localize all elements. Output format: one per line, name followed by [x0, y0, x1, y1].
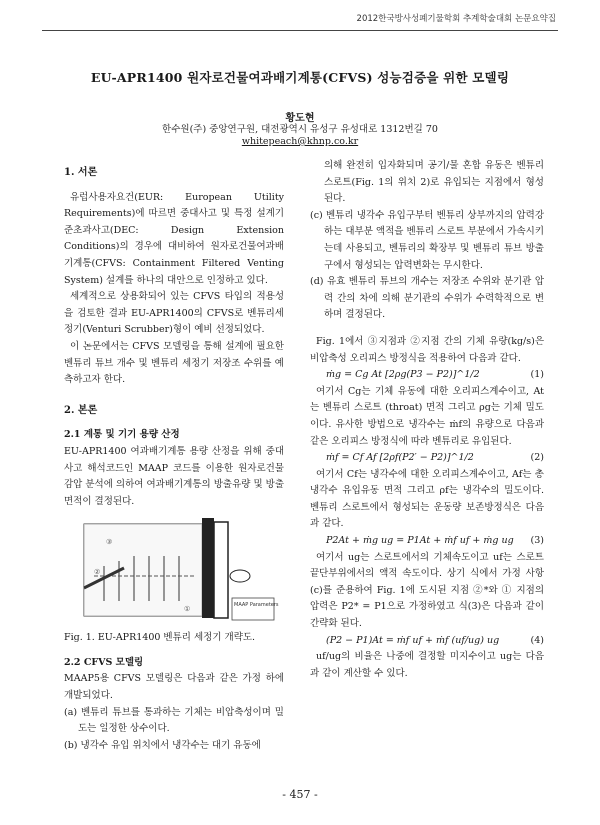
left-column	[64, 165, 284, 754]
section-heading: 1. 서론	[64, 167, 98, 178]
author-name: 황도현	[285, 113, 315, 124]
header-rule	[42, 30, 558, 31]
subsection-heading: 2.1 계통 및 기기 용량 산정	[64, 429, 180, 441]
paragraph: 여기서 Cf는 냉각수에 대한 오리피스계수이고, Af는 총 냉각수 유입유동 면적 그리고 ρf는 냉각수의 밀도이다. 벤튜리 스로트에서 형성되는 운동량 보존방정식은 다음과 같다.	[310, 468, 544, 530]
conference-header: 2012한국방사성폐기물학회 추계학술대회 논문요약집	[356, 14, 556, 24]
svg-text:①: ①	[184, 605, 191, 614]
equation-number: (1)	[530, 369, 544, 381]
section-heading: 2. 본론	[64, 404, 98, 416]
paragraph: EU-APR1400 여과배기계통 용량 산정을 위해 중대사고 해석코드인 MAAP 코드를 이용한 원자로건물 감압 분석에 의하여 여과배기계통의 방출유량 및 방출면적이 결정된다.	[64, 445, 285, 507]
equation-1	[310, 367, 544, 384]
paragraph: 여기서 ug는 스로트에서의 기체속도이고 uf는 스로트 끝단부위에서의 액적 속도이다. 상기 식에서 가정 사항 (c)를 준용하여 Fig. 1에 도시된 지점 ②*와 ① 지점의 압력은 P2* = P1으로 가정하였고 식(3)은 다음과 같이 간략화 된다.	[310, 551, 544, 630]
equation-number: (3)	[530, 535, 544, 547]
paper-title: EU-APR1400 원자로건물여과배기계통(CFVS) 성능검증을 위한 모델링	[90, 70, 510, 85]
equation-2	[310, 450, 544, 467]
affiliation: 한수원(주) 중앙연구원, 대전광역시 유성구 유성대로 1312번길 70	[162, 124, 438, 135]
venturi-schematic	[64, 516, 284, 626]
paragraph: 이 논문에서는 CFVS 모델링을 통해 설계에 필요한 벤튜리 튜브 개수 및 벤튜리 세정기 저장조 수위를 예측하고자 한다.	[64, 340, 284, 386]
paragraph: 의해 완전히 입자화되며 공기/물 혼합 유동은 벤튜리 스로트(Fig. 1의 위치 2)로 유입되는 지점에서 형성된다.	[324, 160, 544, 205]
equation-3	[310, 533, 544, 550]
venturi-figure	[64, 516, 284, 626]
paragraph: Fig. 1에서 ③지점과 ②지점 간의 기체 유량(kg/s)은 비압축성 오리피스 방정식을 적용하여 다음과 같다.	[310, 335, 544, 364]
equation-body: P2At + ṁg ug = P1At + ṁf uf + ṁg ug	[326, 535, 514, 547]
equation-body: ṁg = Cg At [2ρg(P3 − P2)]^1/2	[326, 369, 480, 381]
right-column	[310, 158, 544, 682]
paragraph: 유럽사용자요건(EUR: European Utility Requirements)에 따르면 중대사고 및 특정 설계기준초과사고(DEC: Design Extension Conditions)의 경우에 대비하여 원자로건물여과배기계통(CFVS: Containment Filtered Venting System) 설계를 하나의 대안으로 인정하고 있다.	[64, 191, 284, 286]
author-email[interactable]: whitepeach@khnp.co.kr	[241, 136, 359, 147]
equation-body: ṁf = Cf Af [2ρf(P2′ − P2)]^1/2	[326, 452, 474, 464]
paragraph: 세계적으로 상용화되어 있는 CFVS 타입의 적용성을 검토한 결과 EU-APR1400의 CFVS로 벤튜리세정기(Venturi Scrubber)형이 예비 선정되었다.	[64, 291, 284, 336]
paragraph: 여기서 Cg는 기체 유동에 대한 오리피스계수이고, At는 벤튜리 스로트 (throat) 면적 그리고 ρg는 기체 밀도이다. 유사한 방법으로 냉각수는 ṁf의 유량으로 다음과 같은 오리피스 방정식에 따라 벤튜리로 유입된다.	[310, 385, 544, 447]
assumption-item: (d) 유효 벤튜리 튜브의 개수는 저장조 수위와 분기관 압력 간의 차에 의해 분기관의 수위가 수력학적으로 변하며 결정된다.	[310, 276, 544, 321]
assumption-item: (c) 벤튜리 냉각수 유입구부터 벤튜리 상부까지의 압력강하는 대부분 액적을 벤튜리 스로트 부분에서 가속시키는데 사용되고, 벤튜리의 확장부 및 벤튜리 튜브 방출구에서 형성되는 압력변화는 무시한다.	[310, 209, 545, 271]
equation-number: (4)	[530, 634, 544, 646]
paragraph: uf/ug의 비율은 나중에 결정할 미지수이고 ug는 다음과 같이 계산할 수 있다.	[310, 651, 544, 679]
paragraph: MAAP5용 CFVS 모델링은 다음과 같은 가정 하에 개발되었다.	[64, 673, 284, 702]
figure-parameter-label: MAAP Parameters	[234, 602, 279, 609]
equation-number: (2)	[530, 452, 544, 464]
figure-caption: Fig. 1. EU-APR1400 벤튜리 세정기 개략도.	[64, 632, 256, 644]
equation-body: (P2 − P1)At = ṁf uf + ṁf (uf/ug) ug	[326, 634, 500, 646]
page-number: - 457 -	[282, 788, 318, 801]
subsection-heading: 2.2 CFVS 모델링	[64, 656, 144, 668]
svg-text:③: ③	[106, 538, 113, 547]
assumption-item: (a) 벤튜리 튜브를 통과하는 기체는 비압축성이며 밀도는 일정한 상수이다.	[64, 706, 284, 735]
equation-4	[310, 633, 544, 650]
assumption-item: (b) 냉각수 유입 위치에서 냉각수는 대기 유동에	[64, 739, 261, 751]
svg-text:②: ②	[94, 568, 101, 577]
